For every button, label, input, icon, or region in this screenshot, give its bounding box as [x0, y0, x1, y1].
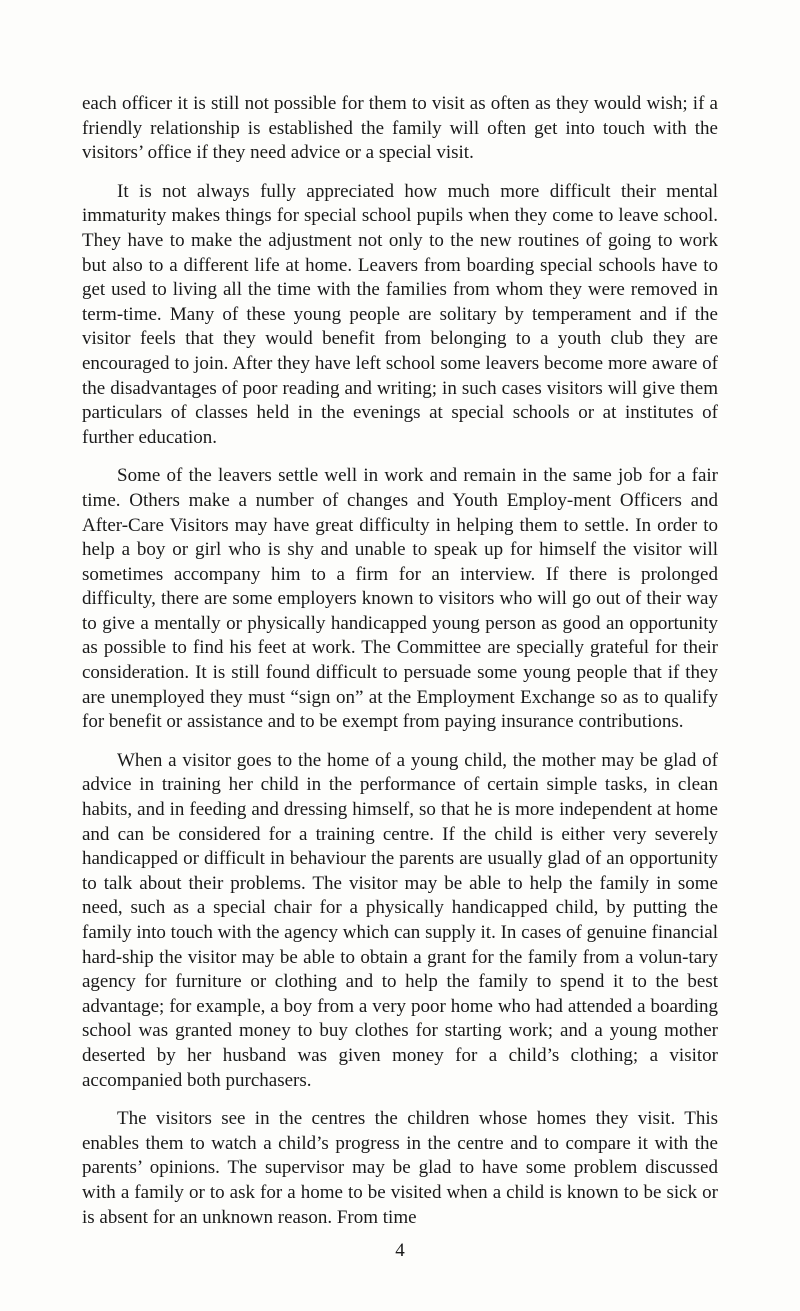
body-text [82, 92, 718, 1244]
page-number: 4 [395, 1240, 405, 1261]
paragraph: each officer it is still not possible for them to visit as often as they would wish; if a friendly relationship is established the family will often get into touch with the visitors’ office if they need advice or a special visit. [82, 93, 718, 164]
paragraph: When a visitor goes to the home of a young child, the mother may be glad of advice in training her child in the performance of certain simple tasks, in clean habits, and in feeding and dressing himself, so that he is more independent at home and can be considered for a training centre. If the child is either very severely handicapped or difficult in behaviour the parents are usually glad of an opportunity to talk about their problems. The visitor may be able to help the family in some need, such as a special chair for a physically handicapped child, by putting the family into touch with the agency which can supply it. In cases of genuine financial hard-ship the visitor may be able to obtain a grant for the family from a volun-tary agency for furniture or clothing and to help the family to spend it to the best advantage; for example, a boy from a very poor home who had attended a boarding school was granted money to buy clothes for starting work; and a young mother deserted by her husband was given money for a child’s clothing; a visitor accompanied both purchasers. [82, 749, 718, 1091]
paragraph: The visitors see in the centres the children whose homes they visit. This enables them to watch a child’s progress in the centre and to compare it with the parents’ opinions. The supervisor may be glad to have some problem discussed with a family or to ask for a home to be visited when a child is known to be sick or is absent for an unknown reason. From time [82, 1108, 718, 1228]
paragraph: Some of the leavers settle well in work and remain in the same job for a fair time. Others make a number of changes and Youth Employ-ment Officers and After-Care Visitors may have great difficulty in helping them to settle. In order to help a boy or girl who is shy and unable to speak up for himself the visitor will sometimes accompany him to a firm for an interview. If there is prolonged difficulty, there are some employers known to visitors who will go out of their way to give a mentally or physically handicapped young person as good an opportunity as possible to find his feet at work. The Committee are specially grateful for their consideration. It is still found difficult to persuade some young people that if they are unemployed they must “sign on” at the Employment Exchange so as to qualify for benefit or assistance and to be exempt from paying insurance contributions. [82, 465, 718, 733]
paragraph: It is not always fully appreciated how much more difficult their mental immaturity makes things for special school pupils when they come to leave school. They have to make the adjustment not only to the new routines of going to work but also to a different life at home. Leavers from boarding special schools have to get used to living all the time with the families from whom they were removed in term-time. Many of these young people are solitary by temperament and if the visitor feels that they would benefit from belonging to a youth club they are encouraged to join. After they have left school some leavers become more aware of the disadvantages of poor reading and writing; in such cases visitors will give them particulars of classes held in the evenings at special schools or at institutes of further education. [82, 180, 718, 448]
